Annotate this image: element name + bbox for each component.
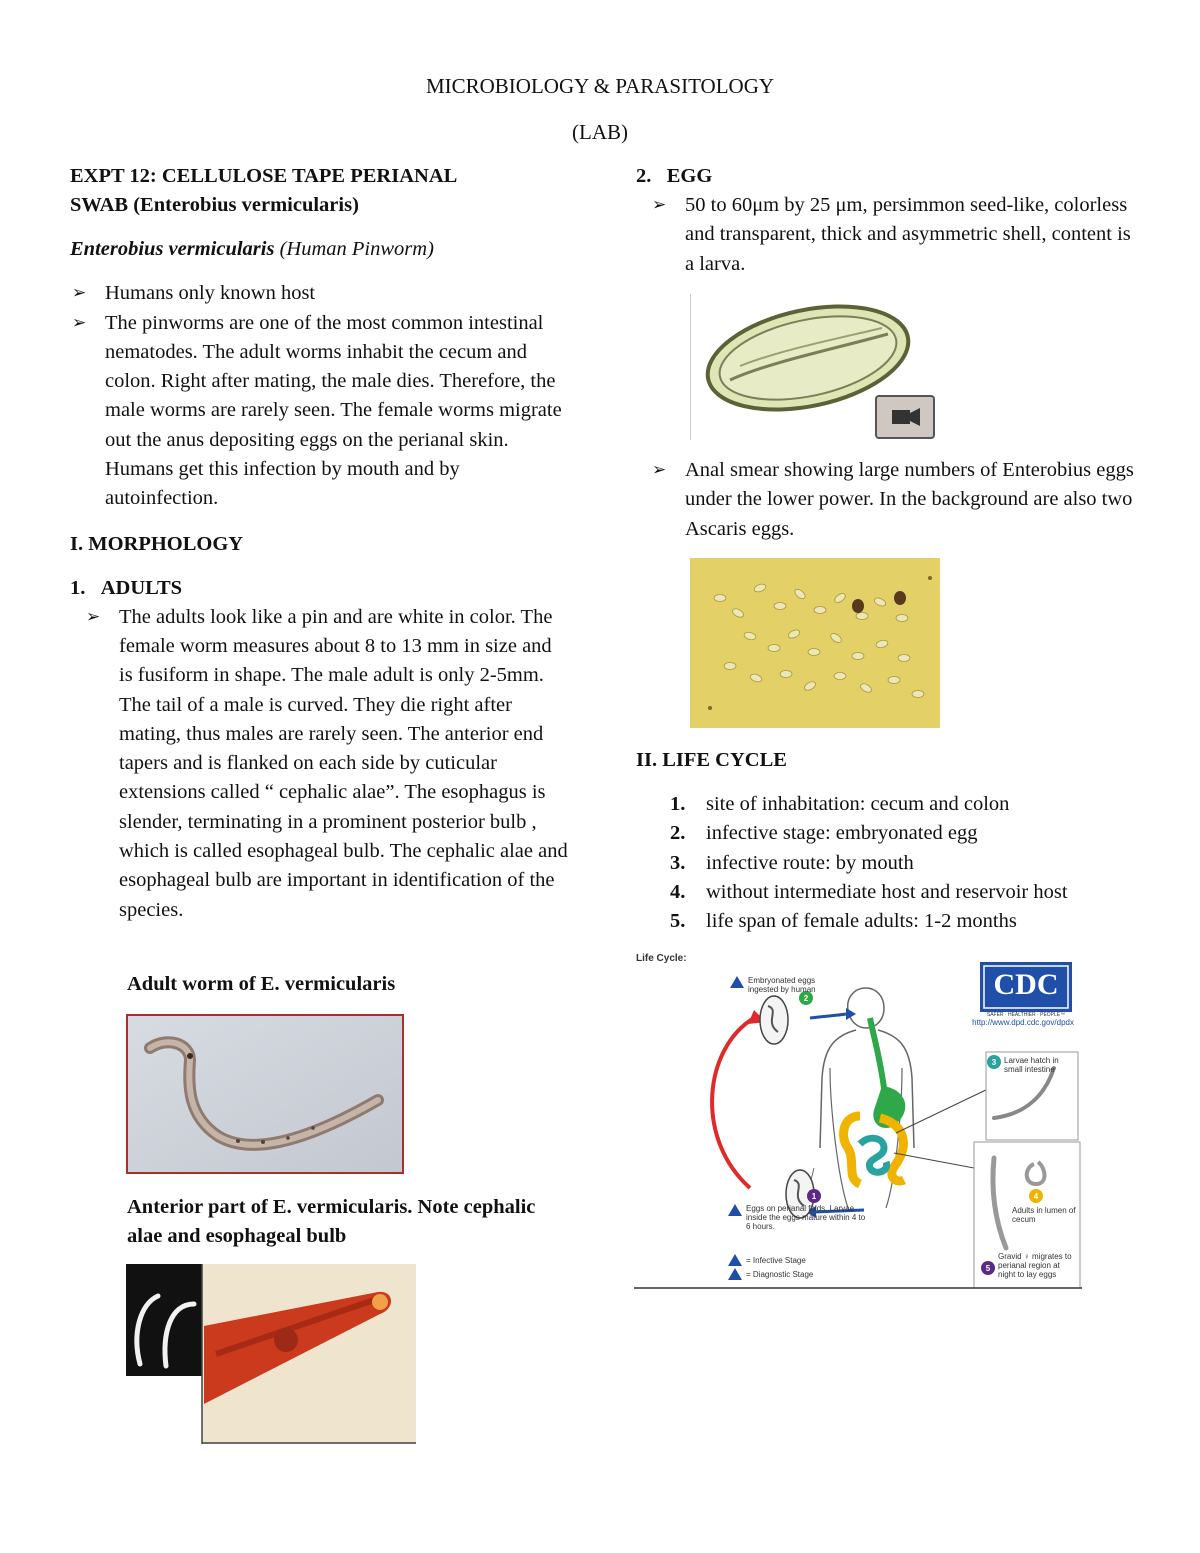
step4-label: Adults in lumen of cecum [1012,1206,1076,1224]
list-item: ➢ The adults look like a pin and are white in color. The female worm measures about 8 to 13 mm in size and is fusiform in shape. The male adult is only 2-5mm. The tail of a male is curved. They die right after mating, thus males are rarely seen. The anterior end tapers and is flanked on each side by cuticular extensions called “ cephalic alae”. The esophagus is slender, terminating in a prominent posterior bulb , which is called esophageal bulb. The cephalic alae and esophageal bulb are important in identification of the species. [84,603,570,925]
list-item: ➢ 50 to 60μm by 25 μm, persimmon seed-like, colorless and transparent, thick and asymmetric shell, content is a larva. [650,191,1136,279]
anal-smear-image [690,558,940,728]
step1-number: 1 [811,1192,817,1201]
cdc-url: http://www.dpd.cdc.gov/dpdx [972,1018,1074,1027]
page-subtitle: (LAB) [572,120,628,144]
item-text: infective stage: embryonated egg [706,822,978,845]
item-text: site of inhabitation: cecum and colon [706,793,1010,815]
item-number: 3. [670,851,686,874]
diagnostic-stage-icon [728,1204,742,1216]
legend-diagnostic-icon [728,1268,742,1280]
adults-bullets [84,603,570,925]
item-number: 1. [670,793,686,815]
list-item [670,819,1156,848]
anterior-caption: Anterior part of E. vermicularis. Note cephalic alae and esophageal bulb [127,1196,536,1247]
legend-infective-icon [728,1254,742,1266]
step5-number: 5 [985,1264,991,1273]
item-text: without intermediate host and reservoir host [706,880,1068,903]
life-cycle-section [636,746,1156,936]
step3-label: Larvae hatch in small intestine [1004,1056,1059,1074]
legend-diagnostic: = Diagnostic Stage [746,1270,814,1279]
cdc-tagline: SAFER · HEALTHIER · PEOPLE™ [986,1012,1066,1018]
intro-bullets [70,279,570,513]
experiment-title-line2: SWAB (Enterobius vermicularis) [70,194,359,216]
step1-label: Eggs on perianal folds. Larvae inside the eggs mature within 4 to 6 hours. [746,1204,866,1231]
infective-stage-icon [730,976,744,988]
step2-number: 2 [803,994,809,1003]
cdc-logo: CDC [993,968,1059,1001]
list-item: ➢ Humans only known host [70,279,570,308]
left-column [70,162,570,925]
adult-worm-caption: Adult worm of E. vermicularis [127,973,396,995]
legend-infective: = Infective Stage [746,1256,806,1265]
list-item [670,849,1156,878]
egg-heading [636,162,1136,191]
step2-label: Embryonated eggs ingested by human [748,976,816,994]
right-column [636,162,1136,279]
species-heading [70,235,570,264]
morphology-heading: I. MORPHOLOGY [70,532,244,555]
species-common-name: (Human Pinworm) [274,238,434,260]
species-name: Enterobius vermicularis [70,238,275,260]
item-text: life span of female adults: 1-2 months [706,910,1017,933]
experiment-title-line1: EXPT 12: CELLULOSE TAPE PERIANAL [70,165,458,187]
step3-number: 3 [991,1058,997,1067]
item-number: 5. [670,910,686,933]
life-cycle-heading: II. LIFE CYCLE [636,749,787,771]
list-item: ➢ Anal smear showing large numbers of Enterobius eggs under the lower power. In the background are also two Ascaris eggs. [650,456,1140,544]
step4-number: 4 [1033,1192,1039,1201]
life-cycle-diagram [634,948,1082,1290]
life-cycle-list [670,790,1156,936]
anterior-part-image [126,1264,416,1444]
item-text: infective route: by mouth [706,851,914,874]
step5-label: Gravid ♀ migrates to perianal region at night to lay eggs [998,1252,1072,1279]
egg-image [690,292,936,440]
egg-number: 2. [636,165,652,187]
list-item [670,878,1156,907]
smear-bullets [650,456,1140,544]
smear-bullet-section [650,456,1140,544]
diagram-title: Life Cycle: [636,953,687,964]
list-item [670,790,1156,819]
adults-heading-text: ADULTS [100,576,183,599]
item-number: 4. [670,880,686,903]
adult-worm-image [126,1014,404,1174]
page-title: MICROBIOLOGY & PARASITOLOGY [425,74,775,98]
adults-heading [70,574,570,603]
egg-heading-text: EGG [666,165,713,187]
item-number: 2. [670,822,686,845]
list-item [670,907,1156,936]
list-item: ➢ The pinworms are one of the most common intestinal nematodes. The adult worms inhabit the cecum and colon. Right after mating, the male dies. Therefore, the male worms are rarely seen. The female worms migrate out the anus depositing eggs on the perianal skin. Humans get this infection by mouth and by autoinfection. [70,309,570,514]
adults-number: 1. [70,576,86,599]
egg-bullets [650,191,1136,279]
